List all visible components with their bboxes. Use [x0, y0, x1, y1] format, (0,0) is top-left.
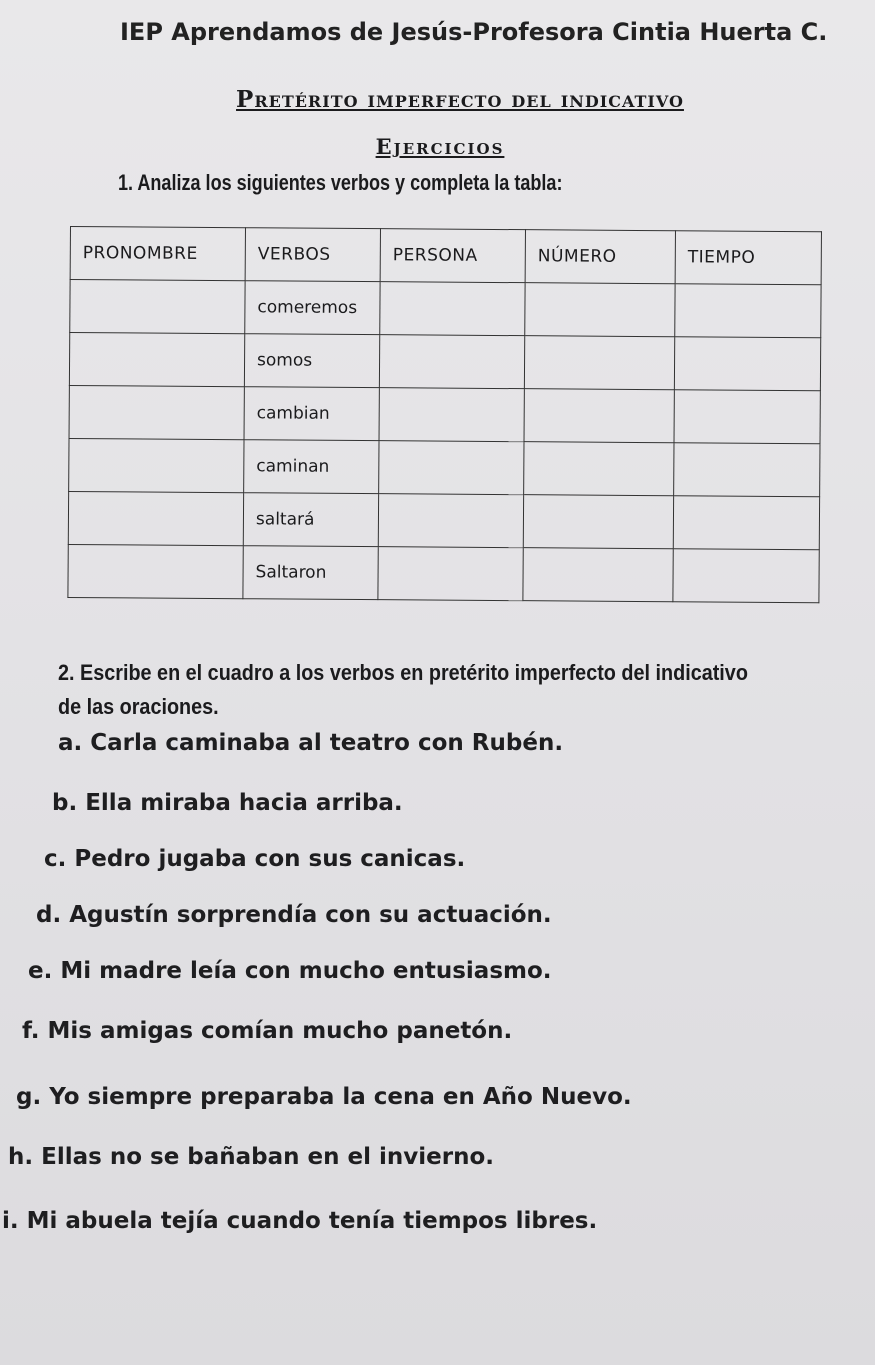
exercise-1-instruction: 1. Analiza los siguientes verbos y completa la tabla:: [118, 170, 563, 195]
table-row: [69, 385, 820, 443]
numero-cell[interactable]: [524, 336, 674, 390]
table-row: [68, 544, 819, 602]
numero-cell[interactable]: [525, 283, 675, 337]
column-header-tiempo: TIEMPO: [675, 231, 821, 285]
verb-cell: somos: [244, 334, 379, 388]
persona-cell[interactable]: [378, 547, 523, 601]
sentence-e: e. Mi madre leía con mucho entusiasmo.: [28, 958, 552, 984]
column-header-pronombre: PRONOMBRE: [70, 227, 245, 281]
verbs-table: [67, 226, 822, 603]
table-row: [68, 491, 819, 549]
exercise-2-instruction: 2. Escribe en el cuadro a los verbos en pretérito imperfecto del indicativo de las oraciones.: [58, 660, 748, 719]
sentence-g: g. Yo siempre preparaba la cena en Año Nuevo.: [16, 1084, 632, 1110]
worksheet-title: Pretérito imperfecto del indicativo: [236, 86, 684, 113]
verb-cell: comeremos: [245, 281, 380, 335]
numero-cell[interactable]: [524, 442, 674, 496]
tiempo-cell[interactable]: [674, 443, 820, 497]
sentence-d: d. Agustín sorprendía con su actuación.: [36, 902, 552, 928]
table-row: [70, 280, 821, 338]
verb-cell: caminan: [244, 440, 379, 494]
sentence-b: b. Ella miraba hacia arriba.: [52, 790, 403, 816]
verb-cell: Saltaron: [243, 546, 378, 600]
verb-cell: cambian: [244, 387, 379, 441]
table-row: [69, 438, 820, 496]
persona-cell[interactable]: [378, 494, 523, 548]
numero-cell[interactable]: [523, 548, 673, 602]
pronombre-cell[interactable]: [68, 491, 243, 545]
column-header-persona: PERSONA: [380, 229, 525, 283]
persona-cell[interactable]: [380, 282, 525, 336]
column-header-numero: NÚMERO: [525, 230, 675, 284]
pronombre-cell[interactable]: [69, 438, 244, 492]
numero-cell[interactable]: [524, 389, 674, 443]
worksheet-subtitle: Ejercicios: [375, 134, 505, 159]
table-header-row: [70, 227, 821, 285]
sentence-f: f. Mis amigas comían mucho panetón.: [22, 1018, 513, 1044]
pronombre-cell[interactable]: [69, 333, 244, 387]
tiempo-cell[interactable]: [675, 284, 821, 338]
sentence-h: h. Ellas no se bañaban en el invierno.: [8, 1144, 494, 1170]
persona-cell[interactable]: [379, 441, 524, 495]
column-header-verbos: VERBOS: [245, 228, 380, 282]
sentence-a: a. Carla caminaba al teatro con Rubén.: [58, 730, 564, 756]
pronombre-cell[interactable]: [70, 280, 245, 334]
school-header: IEP Aprendamos de Jesús-Profesora Cintia Huerta C.: [120, 18, 828, 46]
table-row: [69, 333, 820, 391]
sentence-i: i. Mi abuela tejía cuando tenía tiempos libres.: [2, 1208, 598, 1234]
pronombre-cell[interactable]: [68, 544, 243, 598]
tiempo-cell[interactable]: [674, 390, 820, 444]
persona-cell[interactable]: [379, 335, 524, 389]
tiempo-cell[interactable]: [673, 496, 819, 550]
sentence-c: c. Pedro jugaba con sus canicas.: [44, 846, 466, 872]
verb-cell: saltará: [243, 493, 378, 547]
tiempo-cell[interactable]: [674, 337, 820, 391]
pronombre-cell[interactable]: [69, 385, 244, 439]
tiempo-cell[interactable]: [673, 549, 819, 603]
persona-cell[interactable]: [379, 388, 524, 442]
numero-cell[interactable]: [523, 495, 673, 549]
